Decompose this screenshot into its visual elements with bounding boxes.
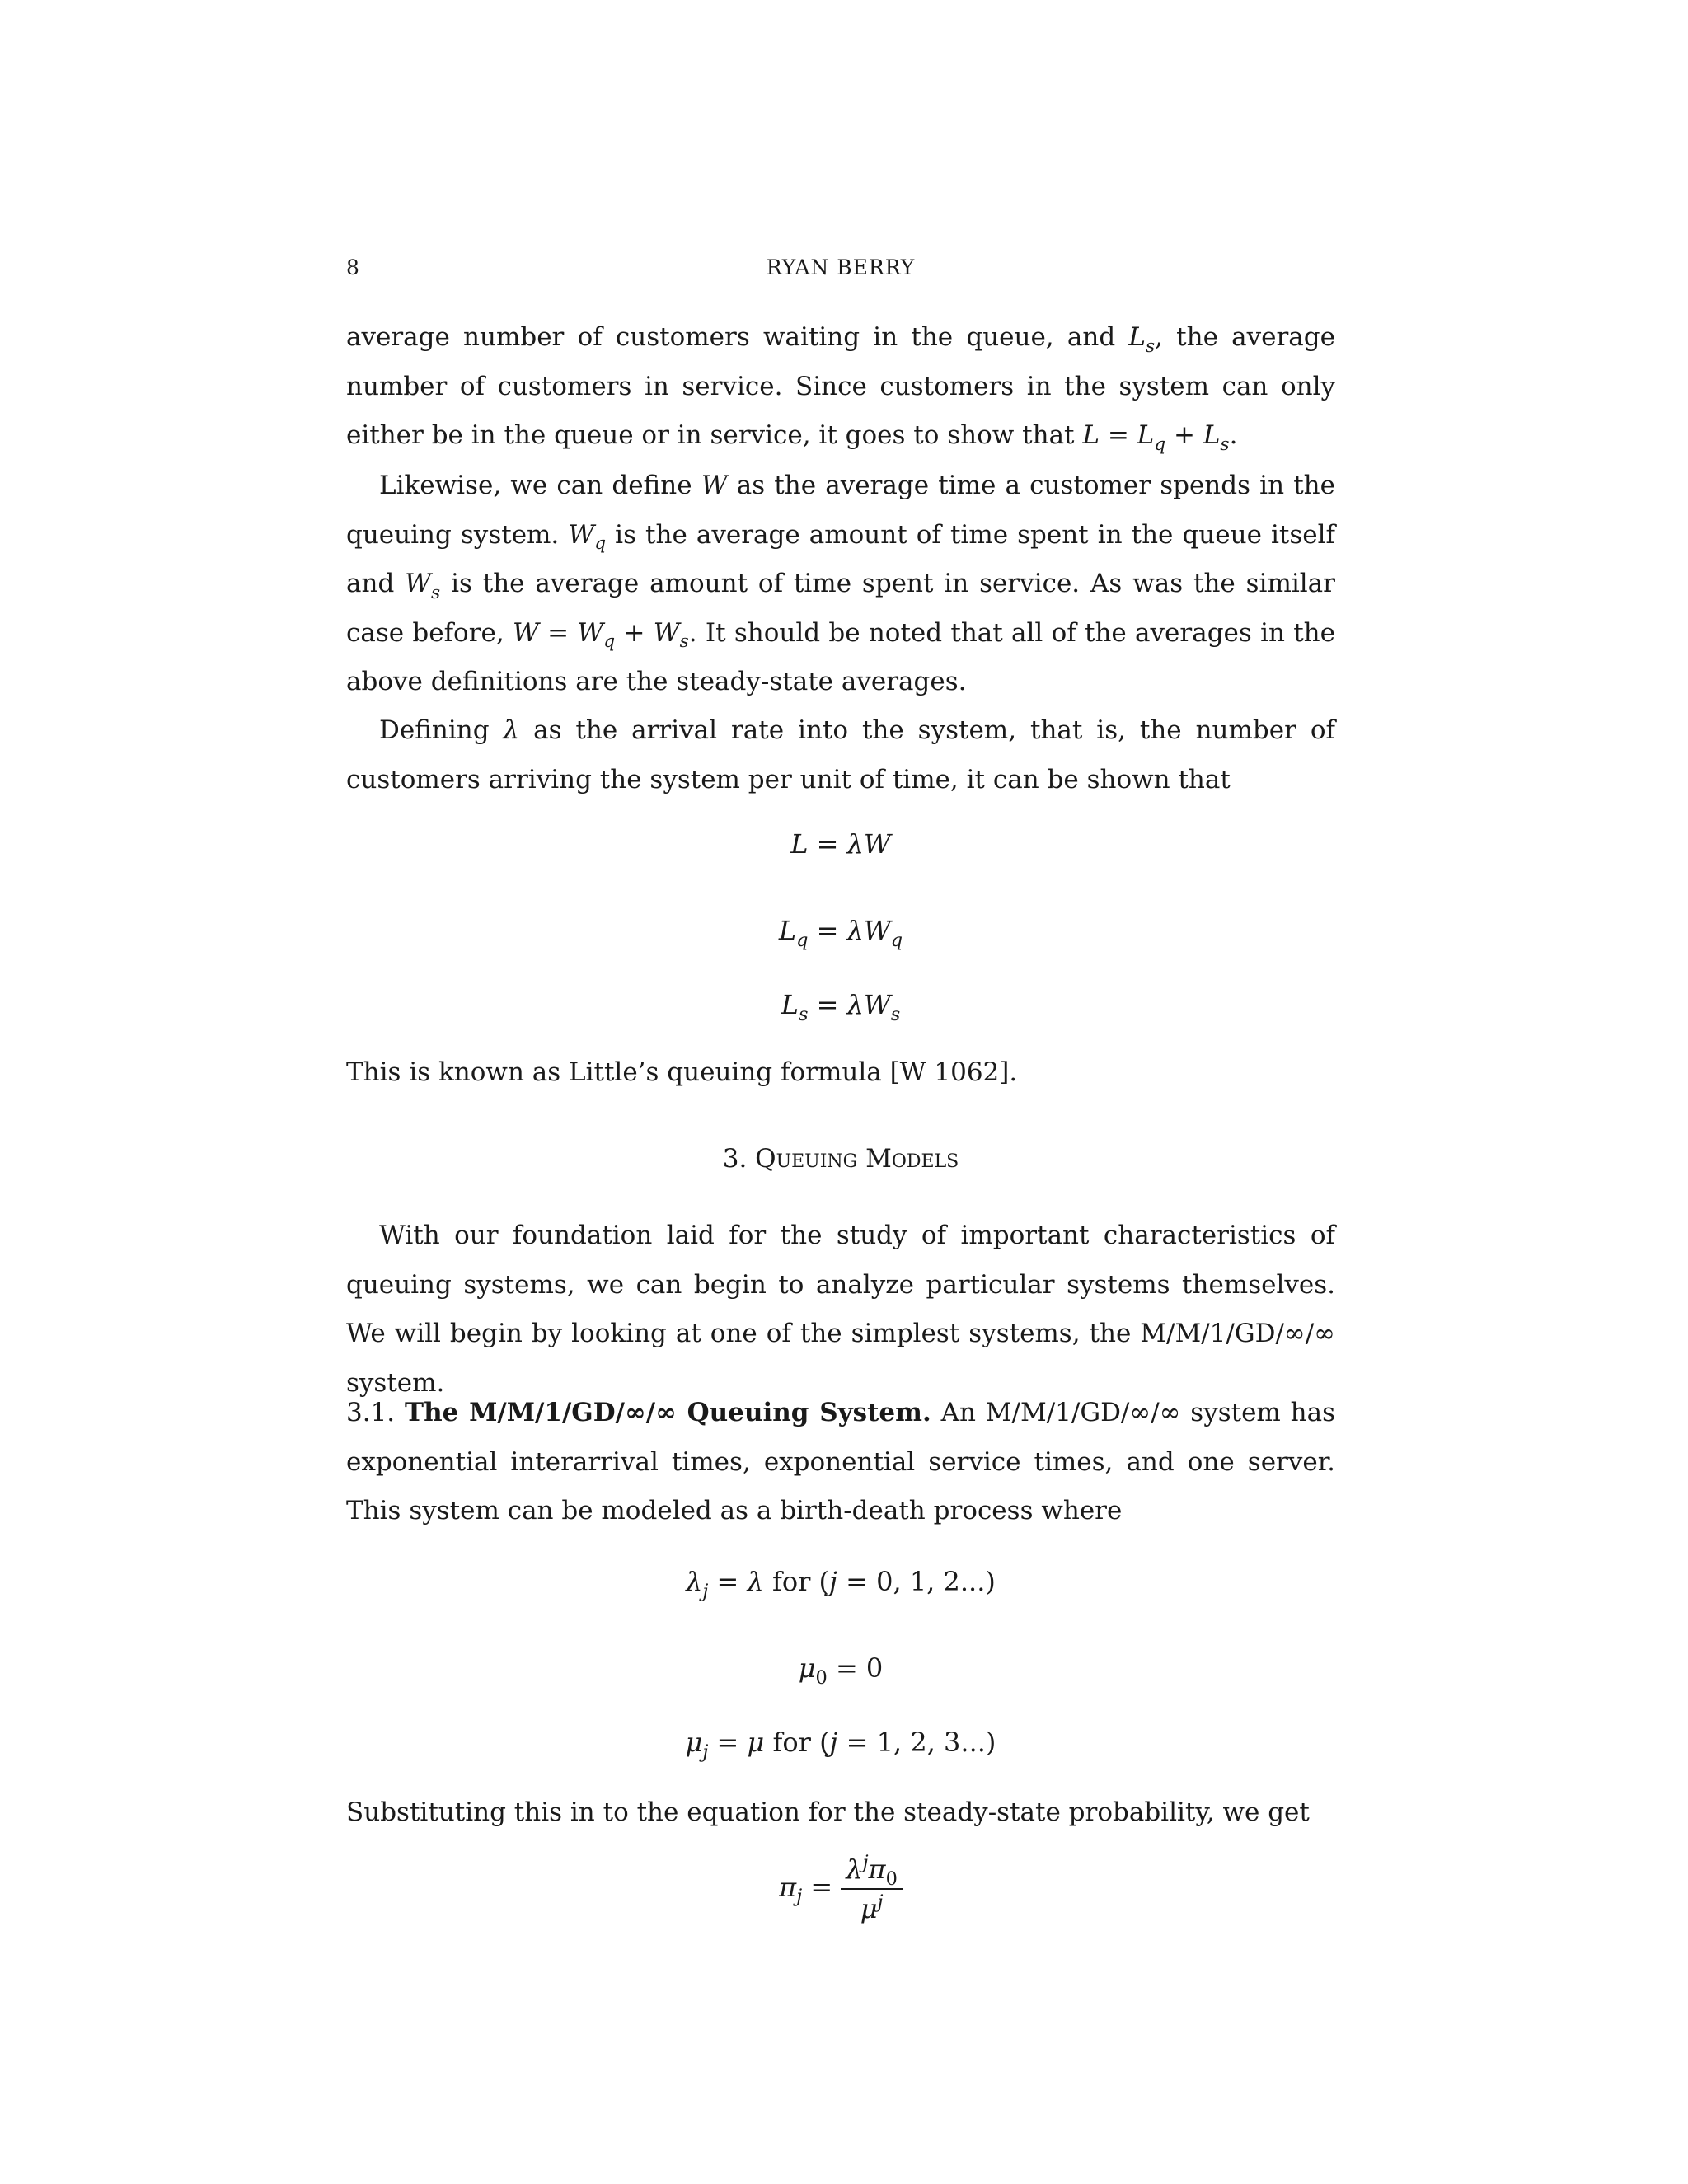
running-head-author: RYAN BERRY	[766, 255, 916, 279]
paragraph-substituting: Substituting this in to the equation for the steady-state probability, we get	[346, 1797, 1310, 1827]
text-run: Defining	[379, 715, 504, 745]
math-Wq: $W_q$	[568, 519, 607, 555]
text-run: . It should be noted that all of the averages in the above definitions are the steady-state averages.	[346, 617, 1335, 696]
paragraph-arrival-rate	[346, 706, 1335, 804]
equation-mu-j: $\mu_j = \mu$ for (j = 1, 2, 3...)	[685, 1727, 996, 1763]
section-title: Queuing Models	[755, 1144, 959, 1174]
equation-pi-j: $\pi_j$ = $\frac{\lambda^j\pi_0}{\mu^j}$	[346, 1850, 1335, 1928]
running-header	[346, 255, 1335, 288]
section-heading	[346, 1144, 1335, 1174]
equation-little-L: L = λW	[790, 828, 891, 860]
math-lambda: λ	[503, 715, 520, 745]
fraction: $\frac{\lambda^j\pi_0}{\mu^j}$	[841, 1850, 903, 1928]
text-run: is the average amount of time spent in the queue itself and	[346, 519, 1335, 598]
text-run: average number of customers waiting in the queue, and	[346, 322, 1129, 352]
section-number: 3.	[722, 1144, 748, 1174]
math-L-eq: L	[1082, 420, 1100, 450]
text-run: for	[771, 1566, 811, 1597]
equation-little-Lq: $L_q = \lambda W_q$	[778, 915, 903, 951]
math-Ls: $L_s$	[1128, 322, 1156, 357]
equation-mu-0: $\mu_0 = 0$	[798, 1652, 884, 1689]
text-run: is the average amount of time spent in service. As was the similar case before,	[346, 569, 1335, 648]
paragraph-subsection	[346, 1389, 1335, 1536]
text-run: for	[772, 1727, 811, 1758]
subsection-title: The M/M/1/GD/∞/∞ Queuing System.	[405, 1398, 931, 1427]
page-number: 8	[346, 255, 360, 279]
text-run: An M/M/1/GD/∞/∞ system has exponential interarrival times, exponential service times, and one server. This system can be modeled as a birth-death process where	[346, 1398, 1336, 1526]
paragraph-waiting-time: Likewise, we can define W as the average time a customer spends in the queuing system. $W_q$ is the average amount of time spent in the queue itself and $W_s$ is the average amount of time spent in service. As was the similar case before, $W = W_q + W_s$. It should be noted that all of the averages in the above definitions are the steady-state averages.	[346, 471, 1335, 696]
paragraph-foundation: With our foundation laid for the study of important characteristics of queuing systems, we can begin to analyze particular systems themselves. We will begin by looking at one of the simplest systems, the M/M/1/GD/∞/∞ system.	[346, 1221, 1335, 1398]
text-run: Likewise, we can define	[379, 471, 701, 500]
paragraph-little-formula: This is known as Little’s queuing formula [W 1062].	[346, 1057, 1018, 1087]
math-W: W	[701, 471, 728, 500]
subsection-number: 3.1.	[346, 1398, 396, 1427]
equation-little-Ls: $L_s = \lambda W_s$	[781, 989, 901, 1025]
paragraph-queue-length: average number of customers waiting in the queue, and $L_s$, the average number of customers in service. Since customers in the system can only either be in the queue or in service, it goes to show that $L = L_q + L_s$.	[346, 322, 1335, 455]
math-Ws: $W_s$	[405, 569, 441, 603]
equation-lambda-j: $\lambda_j = \lambda$ for (j = 0, 1, 2...)	[686, 1566, 996, 1602]
text-run: as the arrival rate into the system, that is, the number of customers arriving the system per unit of time, it can be shown that	[346, 715, 1335, 794]
text-run: as the average time a customer spends in the queuing system.	[346, 471, 1335, 550]
text-run: , the average number of customers in service. Since customers in the system can only either be in the queue or in service, it goes to show that	[346, 322, 1335, 450]
math-W-eq: W	[513, 617, 539, 648]
